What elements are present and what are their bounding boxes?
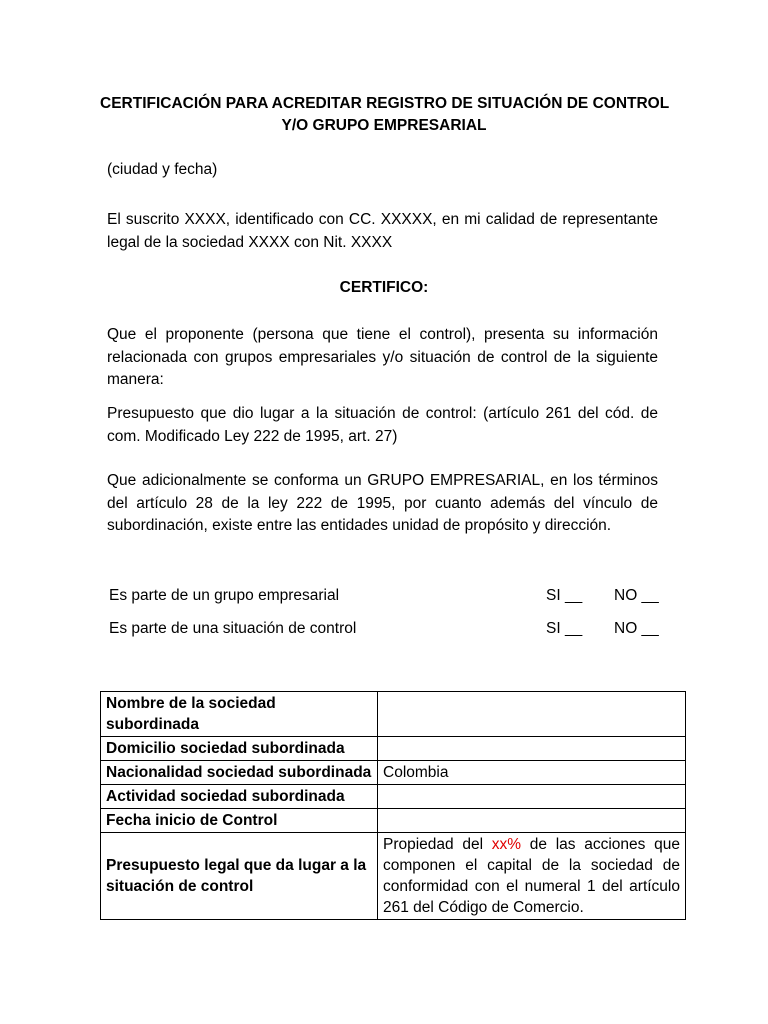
certifico-heading: CERTIFICO:	[339, 279, 429, 296]
check-grupo-empresarial	[109, 587, 669, 609]
check-no: NO __	[614, 587, 659, 604]
title-line-2: Y/O GRUPO EMPRESARIAL	[281, 117, 487, 134]
title-line-1: CERTIFICACIÓN PARA ACREDITAR REGISTRO DE SITUACIÓN DE CONTROL	[100, 95, 670, 112]
check-label: Es parte de una situación de control	[109, 620, 357, 637]
check-si: SI __	[546, 620, 583, 637]
row-value	[378, 833, 686, 920]
row-key: Nacionalidad sociedad subordinada	[101, 761, 378, 785]
check-si: SI __	[546, 587, 583, 604]
paragraph-proponente: Que el proponente (persona que tiene el control), presenta su información relacionada con grupos empresariales y/o situación de control de la siguiente manera:	[107, 326, 658, 388]
row-value: Colombia	[378, 761, 686, 785]
value-text-pre: Propiedad del	[383, 836, 492, 853]
value-text-post: de las acciones que componen el capital de la sociedad de conformidad con el numeral 1 del artículo 261 del Código de Comercio.	[383, 836, 680, 916]
paragraph-presupuesto: Presupuesto que dio lugar a la situación de control: (artículo 261 del cód. de com. Modificado Ley 222 de 1995, art. 27)	[107, 405, 658, 445]
table-row	[101, 785, 686, 809]
check-label: Es parte de un grupo empresarial	[109, 587, 340, 604]
percentage-placeholder: xx%	[491, 836, 522, 853]
row-value	[378, 737, 686, 761]
row-key: Domicilio sociedad subordinada	[101, 737, 378, 761]
paragraph-grupo-empresarial: Que adicionalmente se conforma un GRUPO EMPRESARIAL, en los términos del artículo 28 de la ley 222 de 1995, por cuanto además del vínculo de subordinación, existe entre las entidades unidad de propósito y dirección.	[107, 472, 658, 534]
table-row	[101, 761, 686, 785]
table-row	[101, 809, 686, 833]
table-row	[101, 692, 686, 737]
intro-paragraph: El suscrito XXXX, identificado con CC. XXXXX, en mi calidad de representante legal de la sociedad XXXX con Nit. XXXX	[107, 211, 658, 251]
row-key: Presupuesto legal que da lugar a la situación de control	[101, 833, 378, 920]
row-value	[378, 692, 686, 737]
row-key: Nombre de la sociedad subordinada	[101, 692, 378, 737]
document-title	[100, 93, 668, 137]
table-row	[101, 737, 686, 761]
subordinate-info-table	[100, 691, 686, 920]
check-no: NO __	[614, 620, 659, 637]
row-key: Actividad sociedad subordinada	[101, 785, 378, 809]
row-key: Fecha inicio de Control	[101, 809, 378, 833]
row-value	[378, 785, 686, 809]
check-situacion-control	[109, 620, 669, 642]
table-row	[101, 833, 686, 920]
row-value	[378, 809, 686, 833]
city-date: (ciudad y fecha)	[107, 161, 218, 178]
